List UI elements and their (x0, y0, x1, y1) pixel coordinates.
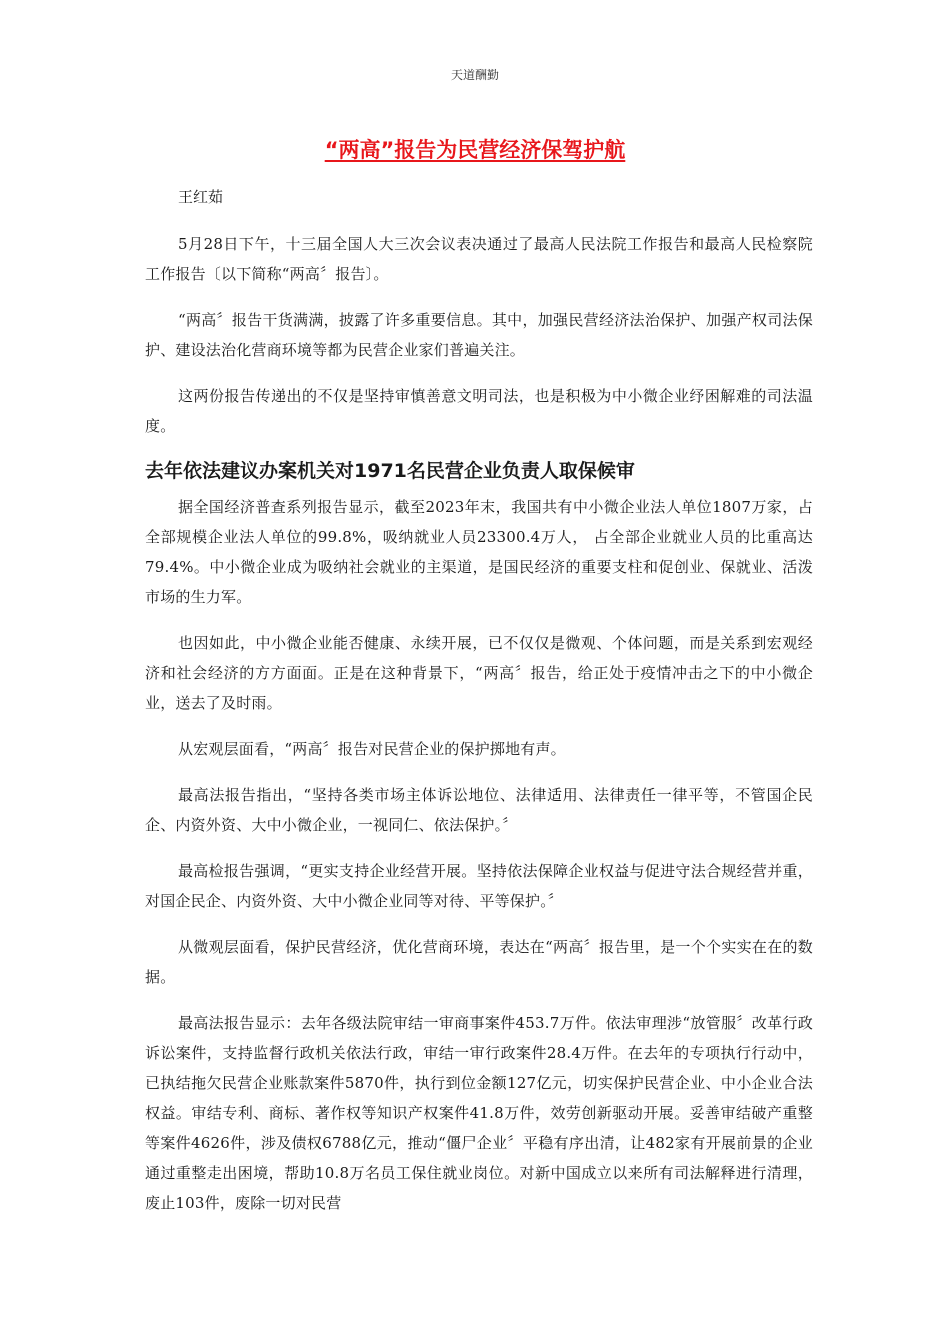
author-name: 王红茹 (178, 188, 224, 206)
paragraph: 5月28日下午，十三届全国人大三次会议表决通过了最高人民法院工作报告和最高人民检察院工作报告〔以下简称“两高〞报告〕。 (145, 235, 813, 283)
paragraph: 这两份报告传递出的不仅是坚持审慎善意文明司法，也是积极为中小微企业纾困解难的司法温度。 (145, 387, 813, 435)
section-heading: 去年依法建议办案机关对1971名民营企业负责人取保候审 (145, 460, 635, 482)
main-section (145, 456, 813, 1218)
page-header: 天道酬勤 (450, 68, 499, 82)
document-title (0, 134, 950, 164)
paragraph: 最高法报告指出，“坚持各类市场主体诉讼地位、法律适用、法律责任一律平等，不管国企民企、内资外资、大中小微企业，一视同仁、依法保护。〞 (145, 786, 813, 834)
paragraph: 据全国经济普查系列报告显示，截至2023年末，我国共有中小微企业法人单位1807万家，占全部规模企业法人单位的99.8%，吸纳就业人员23300.4万人， 占全部企业就业人员的比重高达79.4%。中小微企业成为吸纳社会就业的主渠道，是国民经济的重要支柱和促创业、保就业、活泼市场的生力军。 (145, 498, 813, 606)
document-title-text: “两高”报告为民营经济保驾护航 (324, 138, 626, 162)
paragraph: 也因如此，中小微企业能否健康、永续开展，已不仅仅是微观、个体问题，而是关系到宏观经济和社会经济的方方面面。正是在这种背景下，“两高〞报告，给正处于疫情冲击之下的中小微企业，送去了及时雨。 (145, 634, 813, 712)
paragraph: 从微观层面看，保护民营经济，优化营商环境，表达在“两高〞报告里，是一个个实实在在的数据。 (145, 938, 813, 986)
paragraph: 最高检报告强调，“更实支持企业经营开展。坚持依法保障企业权益与促进守法合规经营并重，对国企民企、内资外资、大中小微企业同等对待、平等保护。〞 (145, 862, 813, 910)
paragraph: “两高〞报告干货满满，披露了许多重要信息。其中，加强民营经济法治保护、加强产权司法保护、建设法治化营商环境等都为民营企业家们普遍关注。 (145, 311, 813, 359)
paragraph: 从宏观层面看，“两高〞报告对民营企业的保护掷地有声。 (178, 740, 566, 758)
paragraph: 最高法报告显示：去年各级法院审结一审商事案件453.7万件。依法审理涉“放管服〞改革行政诉讼案件，支持监督行政机关依法行政，审结一审行政案件28.4万件。在去年的专项执行行动中，已执结拖欠民营企业账款案件5870件，执行到位金额127亿元，切实保护民营企业、中小企业合法权益。审结专利、商标、著作权等知识产权案件41.8万件，效劳创新驱动开展。妥善审结破产重整等案件4626件，涉及债权6788亿元，推动“僵尸企业〞平稳有序出清，让482家有开展前景的企业通过重整走出困境，帮助10.8万名员工保住就业岗位。对新中国成立以来所有司法解释进行清理，废止103件，废除一切对民营 (145, 1014, 813, 1212)
intro-section (145, 229, 813, 441)
